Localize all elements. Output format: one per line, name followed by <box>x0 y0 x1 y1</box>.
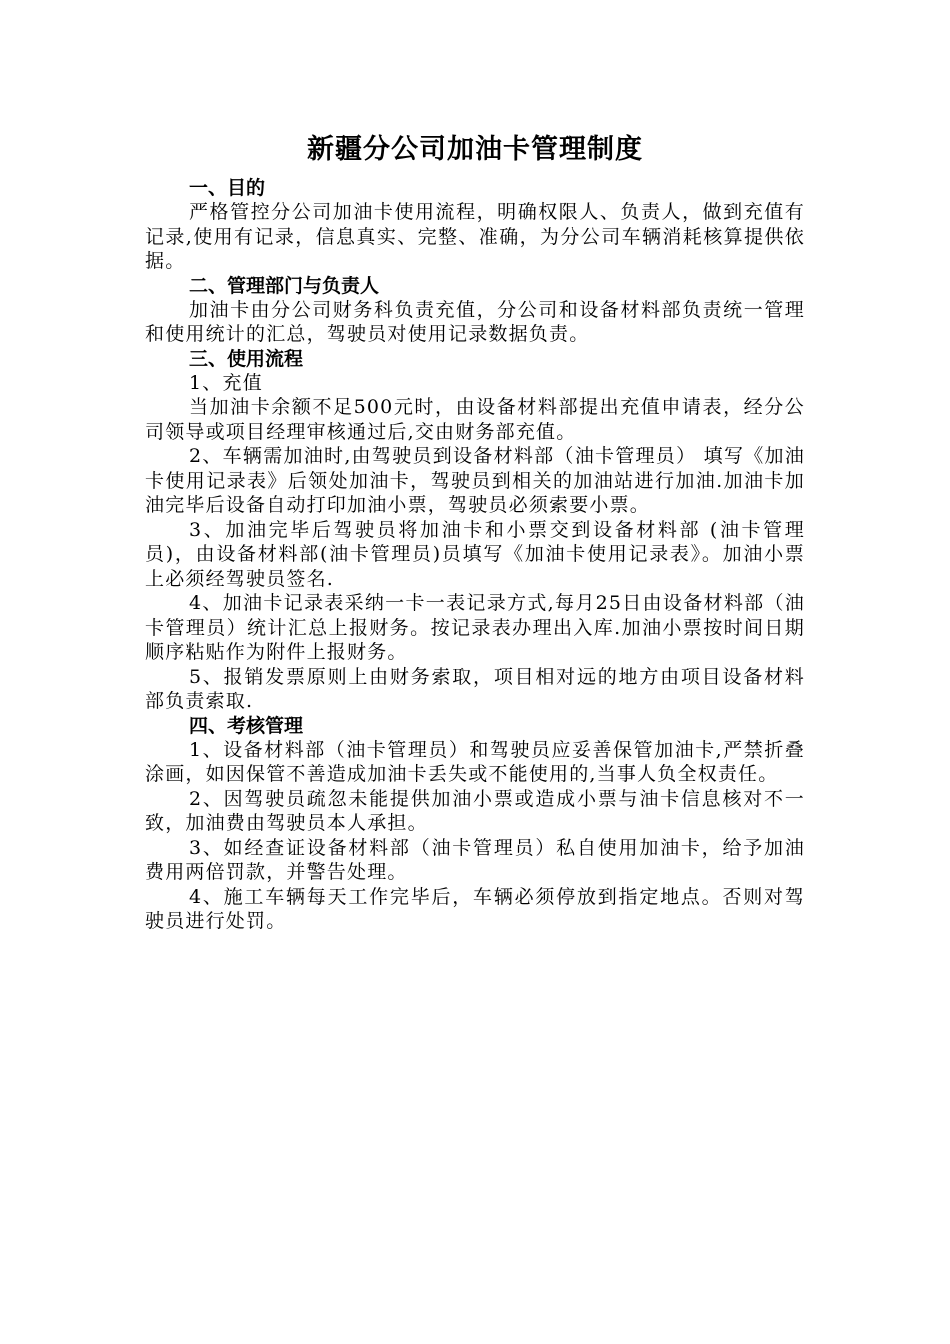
section-paragraph: 5、报销发票原则上由财务索取，项目相对远的地方由项目设备材料部负责索取. <box>145 665 805 712</box>
section-paragraph: 4、施工车辆每天工作完毕后，车辆必须停放到指定地点。否则对驾驶员进行处罚。 <box>145 885 805 932</box>
section-subheading: 1、充值 <box>189 371 263 394</box>
section-paragraph: 4、加油卡记录表采纳一卡一表记录方式,每月25日由设备材料部（油卡管理员）统计汇总上报财务。按记录表办理出入库.加油小票按时间日期顺序粘贴作为附件上报财务。 <box>145 592 805 663</box>
section-paragraph: 严格管控分公司加油卡使用流程，明确权限人、负责人，做到充值有记录,使用有记录，信息真实、完整、准确，为分公司车辆消耗核算提供依据。 <box>145 201 805 272</box>
document-page <box>145 128 805 934</box>
section-heading: 三、使用流程 <box>189 347 304 370</box>
section-paragraph: 2、因驾驶员疏忽未能提供加油小票或造成小票与油卡信息核对不一致，加油费由驾驶员本人承担。 <box>145 787 805 834</box>
section-usage-process <box>145 347 805 714</box>
section-department <box>145 274 805 347</box>
section-paragraph: 3、如经查证设备材料部（油卡管理员）私自使用加油卡，给予加油费用两倍罚款，并警告处理。 <box>145 836 805 883</box>
section-purpose <box>145 176 805 274</box>
section-assessment <box>145 714 805 934</box>
section-heading: 四、考核管理 <box>189 714 304 737</box>
section-paragraph: 1、设备材料部（油卡管理员）和驾驶员应妥善保管加油卡,严禁折叠涂画，如因保管不善造成加油卡丢失或不能使用的,当事人负全权责任。 <box>145 738 805 785</box>
section-paragraph: 2、车辆需加油时,由驾驶员到设备材料部（油卡管理员） 填写《加油卡使用记录表》后领处加油卡，驾驶员到相关的加油站进行加油.加油卡加油完毕后设备自动打印加油小票，驾驶员必须索要小票。 <box>145 445 805 516</box>
section-paragraph: 当加油卡余额不足500元时，由设备材料部提出充值申请表，经分公司领导或项目经理审核通过后,交由财务部充值。 <box>145 396 805 443</box>
section-heading: 一、目的 <box>189 177 266 199</box>
section-heading: 二、管理部门与负责人 <box>189 274 380 297</box>
document-title: 新疆分公司加油卡管理制度 <box>307 134 643 165</box>
section-paragraph: 3、加油完毕后驾驶员将加油卡和小票交到设备材料部 (油卡管理员)，由设备材料部(油卡管理员)员填写《加油卡使用记录表》。加油小票上必须经驾驶员签名. <box>145 518 805 590</box>
section-paragraph: 加油卡由分公司财务科负责充值，分公司和设备材料部负责统一管理和使用统计的汇总，驾驶员对使用记录数据负责。 <box>145 298 805 345</box>
